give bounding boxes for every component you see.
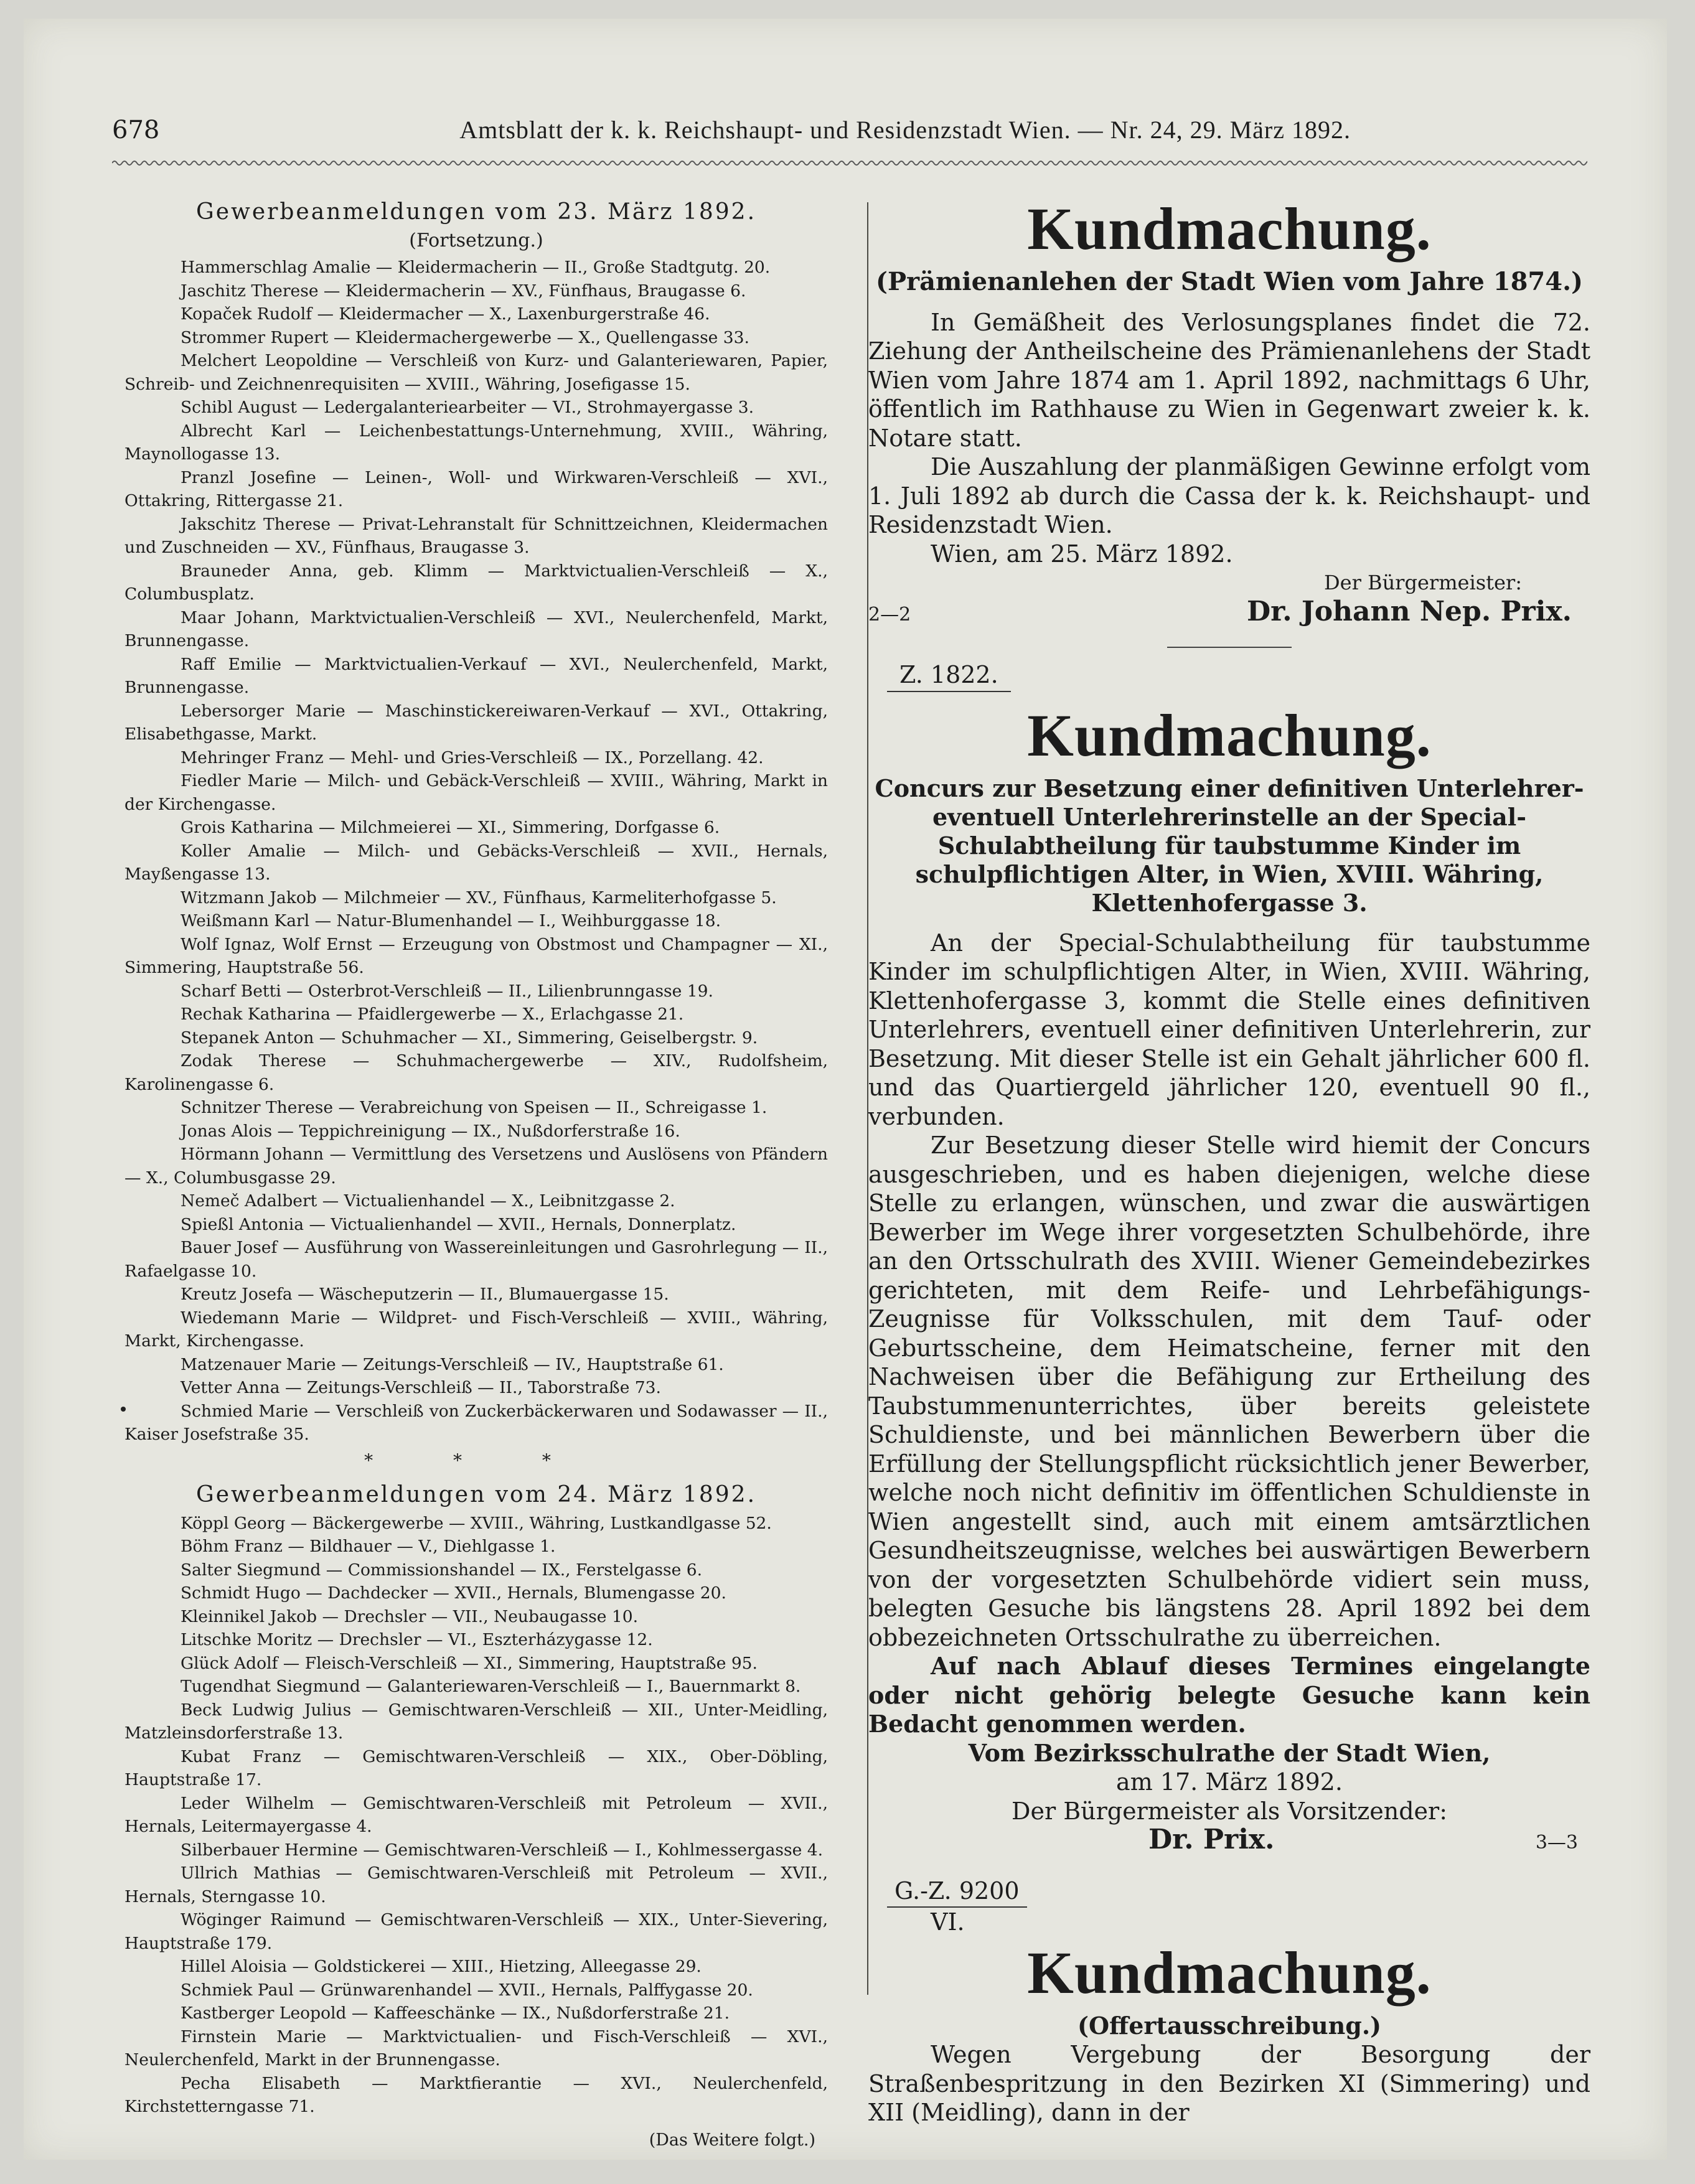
concurs-title: Concurs zur Besetzung einer definitiven Unterlehrer- eventuell Unterlehrerinstelle an der Special-Schulabtheilung für taubstumme Kinder im schulpflichtigen Alter, in Wien, XVIII. Währing, Klettenhofergasse 3.	[875, 774, 1584, 917]
list-item	[124, 1979, 828, 2002]
list-item	[124, 1143, 828, 1189]
entry-text: Tugendhat Siegmund — Galanteriewaren-Verschleiß — I., Bauernmarkt 8.	[181, 1677, 801, 1696]
right-column	[868, 193, 1590, 2127]
entry-text: Leder Wilhelm — Gemischtwaren-Verschleiß mit Petroleum — XVII., Hernals, Leitermayergasse 4.	[124, 1793, 828, 1836]
reference-number: G.-Z. 9200	[887, 1877, 1027, 1908]
chair-title: Der Bürgermeister als Vorsitzender:	[1012, 1797, 1447, 1825]
list-item	[124, 1236, 828, 1283]
list-item	[124, 2072, 828, 2119]
entry-text: Bauer Josef — Ausführung von Wassereinleitungen und Gasrohrlegung — II., Rafaelgasse 10.	[124, 1238, 828, 1281]
list-item	[124, 1512, 828, 1535]
entry-text: Stepanek Anton — Schuhmacher — XI., Simmering, Geiselbergstr. 9.	[181, 1028, 758, 1047]
notice-paragraph: Wegen Vergebung der Besorgung der Straßenbespritzung in den Bezirken XI (Simmering) und XII (Meidling), dann in der	[868, 2041, 1590, 2126]
list-item	[124, 279, 828, 303]
list-item	[124, 1839, 828, 1862]
entry-text: Jonas Alois — Teppichreinigung — IX., Nußdorferstraße 16.	[181, 1121, 680, 1141]
entry-text: Wolf Ignaz, Wolf Ernst — Erzeugung von Obstmost und Champagner — XI., Simmering, Hauptstraße 56.	[124, 934, 828, 977]
list-item	[124, 1582, 828, 1605]
list-item	[124, 886, 828, 910]
entry-text: Zodak Therese — Schuhmachergewerbe — XIV., Rudolfsheim, Karolinengasse 6.	[124, 1051, 828, 1094]
list-item	[124, 1120, 828, 1143]
signer-name: Dr. Prix.	[1148, 1824, 1275, 1855]
entry-text: Vetter Anna — Zeitungs-Verschleiß — II., Taborstraße 73.	[181, 1378, 661, 1397]
notice-heading: Kundmachung.	[1027, 195, 1432, 262]
entry-text: Wiedemann Marie — Wildpret- und Fisch-Verschleiß — XVIII., Währing, Markt, Kirchengasse.	[124, 1308, 828, 1351]
entry-text: Pecha Elisabeth — Marktfierantie — XVI., Neulerchenfeld, Kirchstetterngasse 71.	[124, 2073, 828, 2116]
entry-text: Firnstein Marie — Marktvictualien- und Fisch-Verschleiß — XVI., Neulerchenfeld, Markt in der Brunnengasse.	[124, 2027, 828, 2069]
entry-text: Schmied Marie — Verschleiß von Zuckerbäckerwaren und Sodawasser — II., Kaiser Josefstraße 35.	[124, 1401, 828, 1444]
entry-text: Kreutz Josefa — Wäscheputzerin — II., Blumauergasse 15.	[181, 1285, 669, 1304]
notice-praemienanlehen	[868, 197, 1590, 648]
list-item	[124, 1558, 828, 1582]
entry-text: Schmidt Hugo — Dachdecker — XVII., Hernals, Blumengasse 20.	[181, 1583, 726, 1603]
issuing-authority: Vom Bezirksschulrathe der Stadt Wien,	[968, 1738, 1491, 1767]
entry-text: Litschke Moritz — Drechsler — VI., Eszterházygasse 12.	[181, 1630, 653, 1649]
entry-text: Melchert Leopoldine — Verschleiß von Kurz- und Galanteriewaren, Papier, Schreib- und Zeichnenrequisiten — XVIII., Währing, Josefigasse 15.	[124, 351, 828, 394]
reference-sub: VI.	[931, 1908, 965, 1936]
list-item	[124, 933, 828, 980]
entry-text: Schibl August — Ledergalanteriearbeiter — VI., Strohmayergasse 3.	[181, 398, 754, 417]
list-item	[124, 769, 828, 816]
section-separator: * * *	[364, 1450, 588, 1471]
list-item	[124, 1400, 828, 1446]
entry-list-march-23	[124, 256, 828, 1446]
entry-text: Rechak Katharina — Pfaidlergewerbe — X., Erlachgasse 21.	[181, 1005, 684, 1024]
list-item	[124, 606, 828, 653]
entry-text: Maar Johann, Marktvictualien-Verschleiß — XVI., Neulerchenfeld, Markt, Brunnengasse.	[124, 607, 828, 650]
entry-text: Kastberger Leopold — Kaffeeschänke — IX., Nußdorferstraße 21.	[181, 2004, 730, 2023]
margin-dot	[121, 1407, 126, 1412]
entry-text: Hammerschlag Amalie — Kleidermacherin — II., Große Stadtgutg. 20.	[181, 258, 771, 277]
signer-name: Dr. Johann Nep. Prix.	[1246, 595, 1572, 627]
notice-heading: Kundmachung.	[1027, 701, 1432, 769]
entry-text: Schnitzer Therese — Verabreichung von Speisen — II., Schreigasse 1.	[181, 1098, 768, 1117]
entry-text: Grois Katharina — Milchmeierei — XI., Simmering, Dorfgasse 6.	[181, 818, 720, 837]
list-item	[124, 1096, 828, 1120]
entry-text: Böhm Franz — Bildhauer — V., Diehlgasse 1.	[181, 1537, 556, 1556]
place-date: Wien, am 25. März 1892.	[931, 540, 1233, 568]
list-item	[124, 653, 828, 700]
entry-text: Silberbauer Hermine — Gemischtwaren-Verschleiß — I., Kohlmessergasse 4.	[181, 1840, 823, 1860]
list-item	[124, 419, 828, 466]
entry-text: Hillel Aloisia — Goldstickerei — XIII., Hietzing, Alleegasse 29.	[181, 1957, 702, 1976]
entry-text: Wöginger Raimund — Gemischtwaren-Verschleiß — XIX., Unter-Sievering, Hauptstraße 179.	[124, 1910, 828, 1953]
entry-text: Nemeč Adalbert — Victualienhandel — X., Leibnitzgasse 2.	[181, 1191, 675, 1211]
entry-text: Witzmann Jakob — Milchmeier — XV., Fünfhaus, Karmeliterhofgasse 5.	[181, 888, 777, 907]
list-item	[124, 560, 828, 606]
list-item	[124, 2002, 828, 2025]
list-item	[124, 700, 828, 746]
list-item	[124, 1699, 828, 1745]
list-item	[124, 2025, 828, 2072]
notice-paragraph: An der Special-Schulabtheilung für taubstumme Kinder im schulpflichtigen Alter, in Wien, XVIII. Währing, Klettenhofergasse 3, kommt die Stelle eines definitiven Unterlehrers, eventuell einer definitiven Unterlehrerin, zur Besetzung. Mit dieser Stelle ist ein Gehalt jährlicher 600 fl. und das Quartiergeld jährlicher 120, eventuell 90 fl., verbunden.	[868, 929, 1590, 1130]
list-item	[124, 466, 828, 513]
list-item	[124, 326, 828, 350]
entry-text: Köppl Georg — Bäckergewerbe — XVIII., Währing, Lustkandlgasse 52.	[181, 1513, 772, 1533]
list-item	[124, 513, 828, 560]
list-item	[124, 1955, 828, 1979]
list-item	[124, 1605, 828, 1629]
entry-text: Strommer Rupert — Kleidermachergewerbe — X., Quellengasse 33.	[181, 327, 749, 347]
list-item	[124, 1652, 828, 1675]
entry-text: Lebersorger Marie — Maschinstickereiwaren-Verkauf — XVI., Ottakring, Elisabethgasse, Markt.	[124, 701, 828, 744]
entry-text: Raff Emilie — Marktvictualien-Verkauf — XVI., Neulerchenfeld, Markt, Brunnengasse.	[124, 654, 828, 697]
entry-text: Hörmann Johann — Vermittlung des Versetzens und Auslösens von Pfändern — X., Columbusgasse 29.	[124, 1145, 828, 1188]
reference-block	[887, 1877, 1590, 1937]
page-number: 678	[112, 116, 160, 144]
list-item	[124, 1628, 828, 1652]
entry-text: Weißmann Karl — Natur-Blumenhandel — I., Weihburggasse 18.	[181, 911, 721, 930]
entry-text: Jakschitz Therese — Privat-Lehranstalt für Schnittzeichnen, Kleidermachen und Zuschneiden — XV., Fünfhaus, Braugasse 3.	[124, 514, 828, 557]
list-item	[124, 1026, 828, 1050]
list-item	[124, 1745, 828, 1792]
list-item	[124, 396, 828, 419]
notice-offertausschreibung	[868, 1877, 1590, 2127]
entry-text: Salter Siegmund — Commissionshandel — IX., Ferstelgasse 6.	[181, 1560, 703, 1580]
entry-text: Koller Amalie — Milch- und Gebäcks-Verschleiß — XVII., Hernals, Mayßengasse 13.	[124, 841, 828, 884]
entry-text: Scharf Betti — Osterbrot-Verschleiß — II., Lilienbrunngasse 19.	[181, 981, 713, 1001]
section-title-march-24: Gewerbeanmeldungen vom 24. März 1892.	[195, 1482, 757, 1507]
entry-text: Spießl Antonia — Victualienhandel — XVII., Hernals, Donnerplatz.	[181, 1214, 736, 1234]
entry-list-march-24	[124, 1512, 828, 2119]
notice-paragraph: Die Auszahlung der planmäßigen Gewinne erfolgt vom 1. Juli 1892 ab durch die Cassa der k. k. Reichshaupt- und Residenzstadt Wien.	[868, 453, 1590, 538]
entry-text: Brauneder Anna, geb. Klimm — Marktvictualien-Verschleiß — X., Columbusplatz.	[124, 561, 828, 604]
notice-ref: 3—3	[1535, 1832, 1578, 1854]
list-item	[124, 1353, 828, 1377]
list-item	[124, 909, 828, 933]
notice-subtitle: (Prämienanlehen der Stadt Wien vom Jahre 1874.)	[876, 267, 1583, 296]
left-column	[124, 193, 828, 2152]
list-item	[124, 1376, 828, 1400]
entry-text: Schmiek Paul — Grünwarenhandel — XVII., Hernals, Palffygasse 20.	[181, 1980, 753, 2000]
list-item	[124, 302, 828, 326]
list-item	[124, 1003, 828, 1026]
list-item	[124, 816, 828, 840]
header-rule	[112, 159, 1587, 167]
list-item	[124, 1675, 828, 1699]
continuation-note: (Das Weitere folgt.)	[649, 2130, 815, 2150]
entry-text: Beck Ludwig Julius — Gemischtwaren-Verschleiß — XII., Unter-Meidling, Matzleinsdorferstraße 13.	[124, 1700, 828, 1743]
list-item	[124, 256, 828, 279]
page-header	[112, 115, 1351, 144]
list-item	[124, 1535, 828, 1558]
notice-concurs	[868, 660, 1590, 1858]
list-item	[124, 840, 828, 886]
list-item	[124, 1283, 828, 1306]
entry-text: Kubat Franz — Gemischtwaren-Verschleiß — XIX., Ober-Döbling, Hauptstraße 17.	[124, 1746, 828, 1789]
entry-text: Kleinnikel Jakob — Drechsler — VII., Neubaugasse 10.	[181, 1606, 639, 1626]
notice-paragraph: Zur Besetzung dieser Stelle wird hiemit der Concurs ausgeschrieben, und es haben diejenigen, welche diese Stelle zu erlangen, wünschen, und zwar die auswärtigen Bewerber im Wege ihrer vorgesetzten Schulbehörde, ihre an den Ortsschulrath des XVIII. Wiener Gemeindebezirkes gerichteten, mit dem Reife- und Lehrbefähigungs-Zeugnisse für Volksschulen, mit dem Tauf- oder Geburtsscheine, dem Heimatscheine, ferner mit den Nachweisen über die Befähigung zur Ertheilung des Taubstummenunterrichtes, über bereits geleistete Schuldienste, und bei männlichen Bewerbern über die Erfüllung der Stellungspflicht rücksichtlich jener Bewerber, welche noch nicht definitiv im öffentlichen Schuldienste in Wien angestellt sind, auch mit einem amtsärztlichen Gesundheitszeugnisse, welches bei auswärtigen Bewerbern von der vorgesetzten Schulbehörde vidiert sein muss, belegten Gesuche bis längstens 28. April 1892 bei dem obbezeichneten Ortsschulrathe zu überreichen.	[868, 1132, 1590, 1651]
entry-text: Kopaček Rudolf — Kleidermacher — X., Laxenburgerstraße 46.	[181, 304, 710, 324]
list-item	[124, 1862, 828, 1908]
issue-date: am 17. März 1892.	[1116, 1768, 1343, 1796]
notice-divider	[1167, 647, 1292, 648]
list-item	[124, 1306, 828, 1353]
signer-title: Der Bürgermeister:	[1323, 571, 1522, 594]
list-item	[124, 980, 828, 1003]
list-item	[124, 746, 828, 770]
entry-text: Albrecht Karl — Leichenbestattungs-Unternehmung, XVIII., Währing, Maynollogasse 13.	[124, 421, 828, 464]
entry-text: Ullrich Mathias — Gemischtwaren-Verschleiß mit Petroleum — XVII., Hernals, Sterngasse 10.	[124, 1863, 828, 1906]
reference-number: Z. 1822.	[887, 660, 1011, 692]
list-item	[124, 1049, 828, 1096]
notice-heading: Kundmachung.	[1027, 1939, 1432, 2006]
entry-text: Jaschitz Therese — Kleidermacherin — XV., Fünfhaus, Braugasse 6.	[181, 281, 746, 301]
notice-subtitle: (Offertausschreibung.)	[1077, 2011, 1382, 2040]
entry-text: Mehringer Franz — Mehl- und Gries-Verschleiß — IX., Porzellang. 42.	[181, 748, 764, 767]
notice-paragraph: In Gemäßheit des Verlosungsplanes findet die 72. Ziehung der Antheilscheine des Prämienanlehens der Stadt Wien vom Jahre 1874 am 1. April 1892, nachmittags 6 Uhr, öffentlich im Rathhause zu Wien in Gegenwart zweier k. k. Notare statt.	[868, 308, 1590, 452]
signature-row	[868, 595, 1590, 630]
entry-text: Glück Adolf — Fleisch-Verschleiß — XI., Simmering, Hauptstraße 95.	[181, 1653, 758, 1673]
list-item	[124, 1792, 828, 1839]
signature-row	[868, 1825, 1590, 1858]
publication-title: Amtsblatt der k. k. Reichshaupt- und Residenzstadt Wien. — Nr. 24, 29. März 1892.	[459, 116, 1351, 144]
notice-ref: 2—2	[868, 603, 911, 626]
list-item	[124, 1213, 828, 1237]
list-item	[124, 1189, 828, 1213]
entry-text: Matzenauer Marie — Zeitungs-Verschleiß — IV., Hauptstraße 61.	[181, 1354, 724, 1374]
entry-text: Pranzl Josefine — Leinen-, Woll- und Wirkwaren-Verschleiß — XVI., Ottakring, Rittergasse 21.	[124, 467, 828, 510]
section-subtitle: (Fortsetzung.)	[409, 229, 543, 251]
section-title-march-23: Gewerbeanmeldungen vom 23. März 1892.	[195, 199, 757, 225]
closing-statement: Auf nach Ablauf dieses Termines eingelangte oder nicht gehörig belegte Gesuche kann kein Bedacht genommen werden.	[868, 1652, 1590, 1738]
entry-text: Fiedler Marie — Milch- und Gebäck-Verschleiß — XVIII., Währing, Markt in der Kirchengasse.	[124, 771, 828, 814]
list-item	[124, 349, 828, 396]
list-item	[124, 1908, 828, 1955]
